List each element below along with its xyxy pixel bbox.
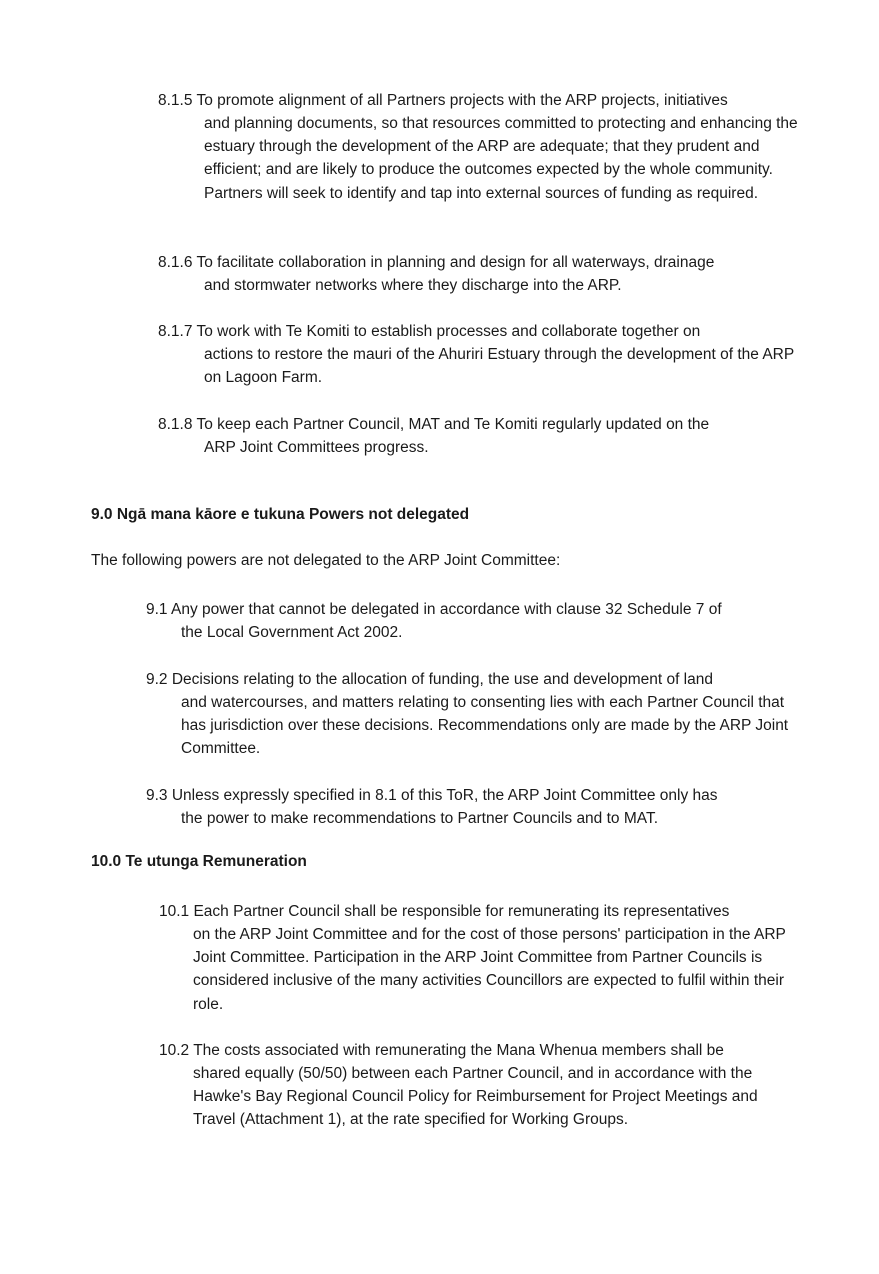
clause-first-line: 8.1.7 To work with Te Komiti to establish processes and collaborate together on [158,323,701,340]
clause-8-1-5 [158,89,804,205]
clause-first-line: 8.1.6 To facilitate collaboration in planning and design for all waterways, drainage [158,254,715,271]
clause-10-1 [159,900,793,1016]
clause-first-line: 8.1.8 To keep each Partner Council, MAT and Te Komiti regularly updated on the [158,416,710,433]
clause-9-3 [146,784,791,830]
clause-first-line: 9.1 Any power that cannot be delegated in accordance with clause 32 Schedule 7 of [146,601,722,618]
clause-10-2 [159,1039,793,1132]
clause-continuation: ARP Joint Committees progress. [204,439,429,456]
clause-continuation: the power to make recommendations to Partner Councils and to MAT. [181,810,658,827]
clause-first-line: 10.2 The costs associated with remunerating the Mana Whenua members shall be [159,1042,724,1059]
clause-8-1-6 [158,251,804,297]
clause-continuation: shared equally (50/50) between each Partner Council, and in accordance with the Hawke's Bay Regional Council Policy for Reimbursement for Project Meetings and Travel (Attachment 1), at the rate specified for Working Groups. [193,1065,758,1129]
clause-8-1-7 [158,320,804,389]
clause-continuation: on the ARP Joint Committee and for the cost of those persons' participation in the ARP Joint Committee. Participation in the ARP Joint Committee from Partner Councils is considered inclusive of the many activities Councillors are expected to fulfil within their role. [193,926,786,1013]
clause-continuation: actions to restore the mauri of the Ahuriri Estuary through the development of the ARP on Lagoon Farm. [204,346,794,387]
clause-first-line: 9.2 Decisions relating to the allocation of funding, the use and development of land [146,671,713,688]
clause-continuation: the Local Government Act 2002. [181,624,403,641]
clause-continuation: and planning documents, so that resources committed to protecting and enhancing the estuary through the development of the ARP are adequate; that they prudent and efficient; and are likely to produce the outcomes expected by the whole community. Partners will seek to identify and tap into external sources of funding as required. [204,115,798,202]
clause-continuation: and stormwater networks where they discharge into the ARP. [204,277,622,294]
clause-9-2 [146,668,791,761]
clause-first-line: 8.1.5 To promote alignment of all Partners projects with the ARP projects, initiatives [158,92,728,109]
section-heading-remuneration: 10.0 Te utunga Remuneration [91,853,307,870]
section-intro-paragraph: The following powers are not delegated to the ARP Joint Committee: [91,552,561,569]
clause-9-1 [146,598,791,644]
clause-first-line: 9.3 Unless expressly specified in 8.1 of this ToR, the ARP Joint Committee only has [146,787,718,804]
section-heading-powers-not-delegated: 9.0 Ngā mana kāore e tukuna Powers not delegated [91,506,470,523]
clause-first-line: 10.1 Each Partner Council shall be responsible for remunerating its representatives [159,903,730,920]
clause-8-1-8 [158,413,804,459]
clause-continuation: and watercourses, and matters relating to consenting lies with each Partner Council that has jurisdiction over these decisions. Recommendations only are made by the ARP Joint Committee. [181,694,789,758]
